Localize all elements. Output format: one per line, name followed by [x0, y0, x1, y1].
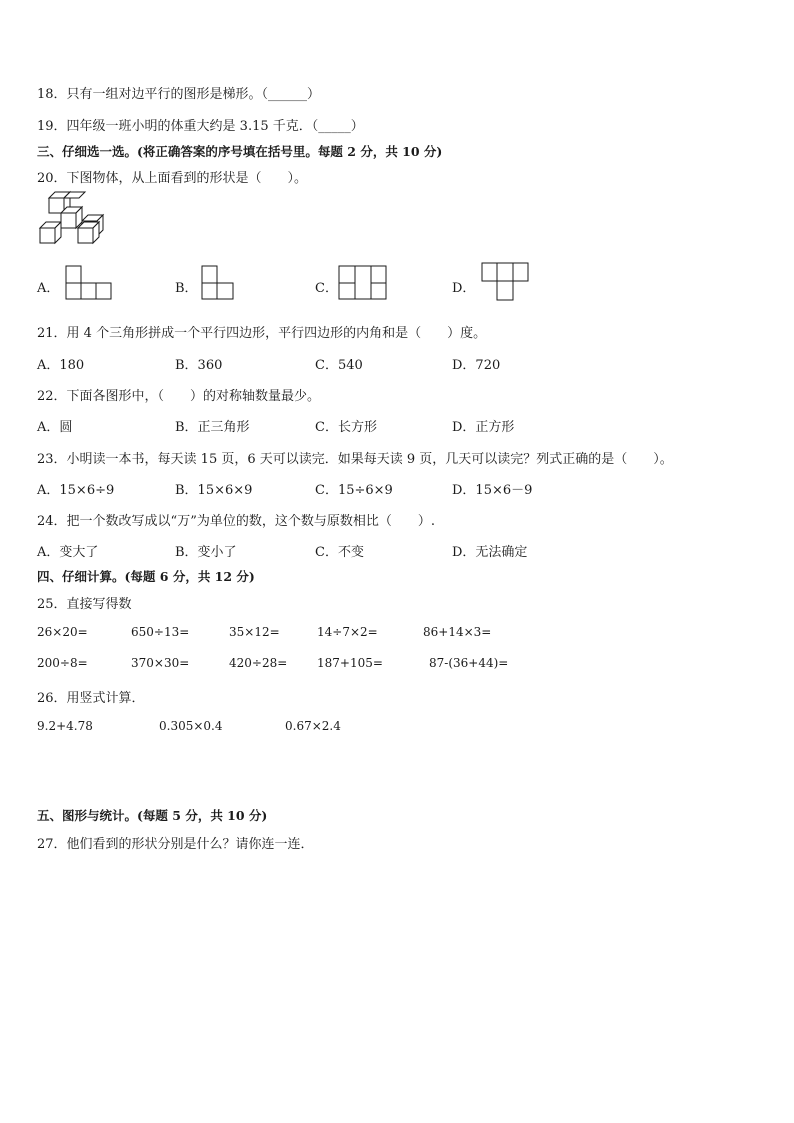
q23-option-c[interactable]: C．15÷6×9	[315, 483, 393, 498]
q20-option-c-figure	[338, 265, 388, 301]
calc-item: 14÷7×2=	[317, 625, 378, 639]
q24-option-c[interactable]: C．不变	[315, 545, 364, 560]
calc-item: 200÷8=	[37, 656, 88, 670]
q20-option-c-label[interactable]: C．	[315, 281, 338, 296]
vertical-calc-item: 0.305×0.4	[159, 719, 223, 733]
q20-option-b-figure	[201, 265, 237, 301]
q22-option-b[interactable]: B．正三角形	[175, 420, 250, 435]
q22-option-c[interactable]: C．长方形	[315, 420, 377, 435]
q21-option-b[interactable]: B．360	[175, 358, 223, 373]
q23-option-d[interactable]: D．15×6－9	[452, 483, 533, 498]
q20-option-d-label[interactable]: D．	[452, 281, 476, 296]
q20-option-b-label[interactable]: B．	[175, 281, 198, 296]
cube-stack-figure	[37, 192, 117, 252]
vertical-calc-item: 0.67×2.4	[285, 719, 341, 733]
question-23: 23．小明读一本书，每天读 15 页，6 天可以读完．如果每天读 9 页，几天可以读完？列式正确的是（ ）。	[37, 452, 673, 467]
q20-option-a-label[interactable]: A．	[37, 281, 60, 296]
q24-option-b[interactable]: B．变小了	[175, 545, 237, 560]
q22-option-a[interactable]: A．圆	[37, 420, 73, 435]
calc-item: 370×30=	[131, 656, 190, 670]
q21-option-d[interactable]: D．720	[452, 358, 501, 373]
calc-item: 26×20=	[37, 625, 88, 639]
calc-item: 35×12=	[229, 625, 280, 639]
question-22: 22．下面各图形中，（ ）的对称轴数量最少。	[37, 389, 321, 404]
question-27: 27．他们看到的形状分别是什么？请你连一连．	[37, 837, 314, 852]
q24-option-d[interactable]: D．无法确定	[452, 545, 528, 560]
question-18: 18．只有一组对边平行的图形是梯形。（______）	[37, 87, 321, 102]
question-19: 19．四年级一班小明的体重大约是 3.15 千克．（_____）	[37, 119, 364, 134]
section-3-heading: 三、仔细选一选。(将正确答案的序号填在括号里。每题 2 分，共 10 分)	[37, 144, 443, 159]
q20-option-d-figure	[481, 262, 531, 302]
question-24: 24．把一个数改写成以“万”为单位的数，这个数与原数相比（ ）.	[37, 514, 435, 529]
q21-option-c[interactable]: C．540	[315, 358, 363, 373]
q21-option-a[interactable]: A．180	[37, 358, 85, 373]
question-20: 20．下图物体，从上面看到的形状是（ ）。	[37, 171, 308, 186]
question-25: 25．直接写得数	[37, 597, 132, 612]
section-5-heading: 五、图形与统计。(每题 5 分，共 10 分)	[37, 808, 268, 823]
vertical-calc-item: 9.2+4.78	[37, 719, 93, 733]
q22-option-d[interactable]: D．正方形	[452, 420, 515, 435]
q23-option-b[interactable]: B．15×6×9	[175, 483, 253, 498]
question-26: 26．用竖式计算．	[37, 691, 145, 706]
calc-item: 187+105=	[317, 656, 383, 670]
q24-option-a[interactable]: A．变大了	[37, 545, 99, 560]
section-4-heading: 四、仔细计算。(每题 6 分，共 12 分)	[37, 569, 255, 584]
calc-item: 420÷28=	[229, 656, 288, 670]
q23-option-a[interactable]: A．15×6÷9	[37, 483, 115, 498]
question-21: 21．用 4 个三角形拼成一个平行四边形，平行四边形的内角和是（ ）度。	[37, 326, 487, 341]
calc-item: 86+14×3=	[423, 625, 492, 639]
q20-option-a-figure	[65, 265, 113, 301]
calc-item: 87-(36+44)=	[429, 656, 509, 670]
calc-item: 650÷13=	[131, 625, 190, 639]
